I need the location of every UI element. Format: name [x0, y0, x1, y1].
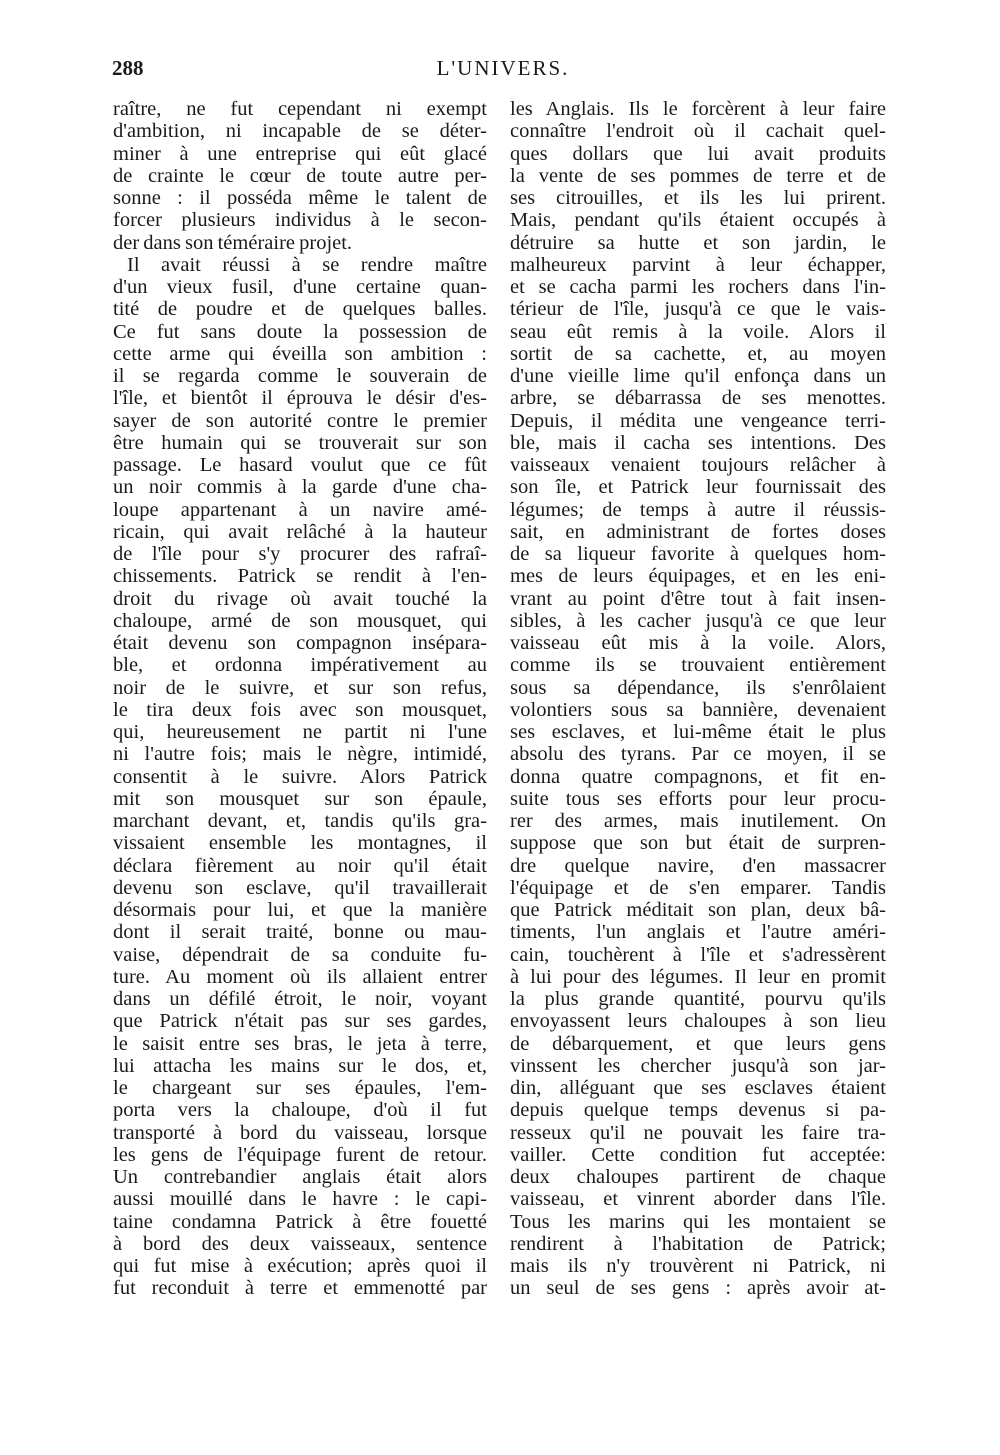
text-line: ses esclaves, et lui-même était le plus	[510, 721, 886, 743]
running-title	[0, 56, 1000, 81]
text-line: porta vers la chaloupe, d'où il fut	[113, 1099, 487, 1122]
text-line: deux chaloupes partirent de chaque	[510, 1166, 886, 1188]
text-line: sait, en administrant de fortes doses	[510, 520, 886, 543]
text-line: fut reconduit à terre et emmenotté par	[113, 1277, 487, 1300]
text-line: transporté à bord du vaisseau, lorsque	[113, 1121, 487, 1144]
text-line: ble, mais il cacha ses intentions. Des	[510, 431, 886, 454]
text-line: seau eût remis à la voile. Alors il	[510, 320, 886, 343]
text-line: sibles, à les cacher jusqu'à ce que leur	[510, 609, 886, 632]
text-line: le saisit entre ses bras, le jeta à terre,	[113, 1032, 487, 1055]
text-line: Depuis, il médita une vengeance terri-	[510, 409, 886, 432]
text-line: dans un défilé étroit, le noir, voyant	[113, 988, 487, 1010]
text-line: forcer plusieurs individus à le secon-	[113, 209, 487, 232]
text-line: être humain qui se trouverait sur son	[113, 431, 487, 454]
text-line: consentit à le suivre. Alors Patrick	[113, 765, 487, 788]
text-line: vissaient ensemble les montagnes, il	[113, 832, 487, 855]
text-line: Mais, pendant qu'ils étaient occupés à	[510, 209, 886, 232]
text-line: ques dollars que lui avait produits	[510, 142, 886, 165]
left-column	[113, 98, 487, 1300]
text-line: mes de leurs équipages, et en les eni-	[510, 565, 886, 588]
text-line: loupe appartenant à un navire amé-	[113, 498, 487, 521]
text-line: aussi mouillé dans le havre : le capi-	[113, 1188, 487, 1211]
text-line: ni l'autre fois; mais le nègre, intimidé,	[113, 743, 487, 766]
text-line: noir de le suivre, et sur son refus,	[113, 676, 487, 699]
text-line: sortit de sa cachette, et, au moyen	[510, 342, 886, 365]
text-line: depuis quelque temps devenus si pa-	[510, 1099, 886, 1122]
page-number: 288	[112, 56, 144, 80]
text-line: vaisseaux venaient toujours relâcher à	[510, 454, 886, 476]
text-line: suite tous ses efforts pour leur procu-	[510, 787, 886, 810]
text-line: chissements. Patrick se rendit à l'en-	[113, 565, 487, 588]
text-line: mais ils n'y trouvèrent ni Patrick, ni	[510, 1255, 886, 1277]
text-line: passage. Le hasard voulut que ce fût	[113, 454, 487, 476]
text-line: vaise, dépendrait de sa conduite fu-	[113, 943, 487, 966]
text-line: taine condamna Patrick à être fouetté	[113, 1210, 487, 1233]
text-line: rer des armes, mais inutilement. On	[510, 810, 886, 832]
text-line: les gens de l'équipage furent de retour.	[113, 1143, 487, 1166]
text-line: marchant devant, et, tandis qu'ils gra-	[113, 810, 487, 832]
text-line: vaisseau eût mis à la voile. Alors,	[510, 632, 886, 654]
text-line: miner à une entreprise qui eût glacé	[113, 142, 487, 165]
text-line: l'équipage et de s'en emparer. Tandis	[510, 876, 886, 899]
text-line: dre quelque navire, d'en massacrer	[510, 854, 886, 877]
text-line: son île, et Patrick leur fournissait des	[510, 476, 886, 499]
text-line: térieur de l'île, jusqu'à ce que le vais-	[510, 298, 886, 321]
text-line: din, alléguant que ses esclaves étaient	[510, 1077, 886, 1099]
text-line: envoyassent leurs chaloupes à son lieu	[510, 1010, 886, 1033]
text-line: il se regarda comme le souverain de	[113, 365, 487, 387]
text-line: l'île, et bientôt il éprouva le désir d'es-	[113, 387, 487, 410]
text-line: un noir commis à la garde d'une cha-	[113, 476, 487, 499]
text-line: mit son mousquet sur son épaule,	[113, 787, 487, 810]
text-line: absolu des tyrans. Par ce moyen, il se	[510, 743, 886, 766]
text-line: Il avait réussi à se rendre maître	[127, 253, 487, 276]
text-line: vailler. Cette condition fut acceptée:	[510, 1143, 886, 1166]
text-line: la vente de ses pommes de terre et de	[510, 164, 886, 187]
text-line: suppose que son but était de surpren-	[510, 832, 886, 855]
text-line: d'un vieux fusil, d'une certaine quan-	[113, 276, 487, 298]
text-line: que Patrick méditait son plan, deux bâ-	[510, 899, 886, 921]
text-line: que Patrick n'était pas sur ses gardes,	[113, 1010, 487, 1033]
text-line: la plus grande quantité, pourvu qu'ils	[510, 988, 886, 1010]
text-line: ricain, qui avait relâché à la hauteur	[113, 520, 487, 543]
text-line: connaître l'endroit où il cachait quel-	[510, 120, 886, 143]
text-line: à bord des deux vaisseaux, sentence	[113, 1232, 487, 1255]
text-line: vinssent les chercher jusqu'à son jar-	[510, 1054, 886, 1077]
text-line: et se cacha parmi les rochers dans l'in-	[510, 276, 886, 298]
text-line: ses citrouilles, et ils les lui prirent.	[510, 187, 886, 209]
text-line: de crainte le cœur de toute autre per-	[113, 164, 487, 187]
text-line: der dans son téméraire projet.	[113, 231, 353, 254]
text-line: le chargeant sur ses épaules, l'em-	[113, 1077, 487, 1099]
text-line: comme ils se trouvaient entièrement	[510, 654, 886, 677]
text-line: cain, touchèrent à l'île et s'adressèrent	[510, 943, 886, 966]
text-line: légumes; de temps à autre il réussis-	[510, 498, 886, 521]
text-line: tité de poudre et de quelques balles.	[113, 298, 487, 321]
text-line: de sa liqueur favorite à quelques hom-	[510, 543, 886, 565]
text-line: sonne : il posséda même le talent de	[113, 187, 487, 209]
text-line: timents, l'un anglais et l'autre améri-	[510, 921, 886, 944]
running-title-text: L'UNIVERS.	[436, 56, 570, 80]
text-line: d'ambition, ni incapable de se déter-	[113, 120, 487, 143]
text-line: dont il serait traité, bonne ou mau-	[113, 921, 487, 944]
text-line: vrant au point d'être tout à fait insen-	[510, 587, 886, 610]
text-line: à lui pour des légumes. Il leur en promit	[510, 965, 886, 988]
text-line: était devenu son compagnon insépara-	[113, 632, 487, 654]
text-line: les Anglais. Ils le forcèrent à leur faire	[510, 98, 886, 120]
text-line: chaloupe, armé de son mousquet, qui	[113, 609, 487, 632]
text-line: désormais pour lui, et que la manière	[113, 899, 487, 921]
text-line: le tira deux fois avec son mousquet,	[113, 698, 487, 721]
text-line: qui fut mise à exécution; après quoi il	[113, 1255, 487, 1277]
text-line: sous sa dépendance, ils s'enrôlaient	[510, 676, 886, 699]
text-line: arbre, se débarrassa de ses menottes.	[510, 387, 886, 410]
text-line: ble, et ordonna impérativement au	[113, 654, 487, 677]
text-line: ture. Au moment où ils allaient entrer	[113, 965, 487, 988]
text-line: cette arme qui éveilla son ambition :	[113, 342, 487, 365]
text-line: droit du rivage où avait touché la	[113, 587, 487, 610]
text-line: Ce fut sans doute la possession de	[113, 320, 487, 343]
text-line: détruire sa hutte et son jardin, le	[510, 231, 886, 254]
text-line: Un contrebandier anglais était alors	[113, 1166, 487, 1188]
right-column	[510, 98, 886, 1300]
text-line: de débarquement, et que leurs gens	[510, 1032, 886, 1055]
text-line: resseux qu'il ne pouvait les faire tra-	[510, 1121, 886, 1144]
text-line: rendirent à l'habitation de Patrick;	[510, 1232, 886, 1255]
text-line: raître, ne fut cependant ni exempt	[113, 98, 487, 120]
text-line: sayer de son autorité contre le premier	[113, 409, 487, 432]
text-line: qui, heureusement ne partit ni l'une	[113, 721, 487, 743]
text-line: de l'île pour s'y procurer des rafraî-	[113, 543, 487, 565]
text-line: vaisseau, et vinrent aborder dans l'île.	[510, 1188, 886, 1211]
text-line: donna quatre compagnons, et fit en-	[510, 765, 886, 788]
text-line: malheureux parvint à leur échapper,	[510, 253, 886, 276]
text-line: un seul de ses gens : après avoir at-	[510, 1277, 886, 1300]
text-line: d'une vieille lime qu'il enfonça dans un	[510, 365, 886, 387]
text-line: devenu son esclave, qu'il travaillerait	[113, 876, 487, 899]
text-line: déclara fièrement au noir qu'il était	[113, 854, 487, 877]
text-line: volontiers sous sa bannière, devenaient	[510, 698, 886, 721]
text-line: lui attacha les mains sur le dos, et,	[113, 1054, 487, 1077]
text-line: Tous les marins qui les montaient se	[510, 1210, 886, 1233]
